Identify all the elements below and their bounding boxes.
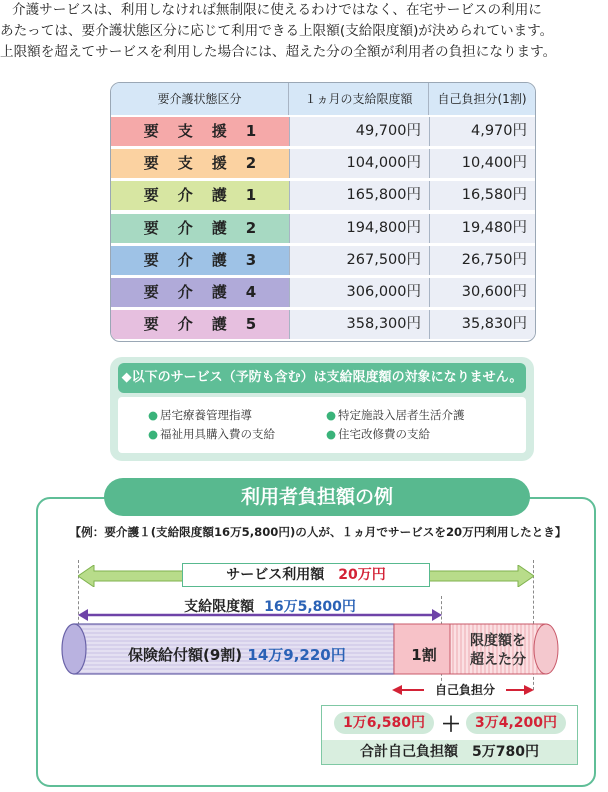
care-level-cell: 要介護2 bbox=[111, 214, 289, 243]
table-header-row bbox=[111, 83, 535, 115]
insurance-benefit-label: 保険給付額(9割) 14万9,220円 bbox=[128, 646, 346, 664]
table-row bbox=[111, 115, 535, 146]
limit-cell: 267,500円 bbox=[289, 246, 429, 275]
limit-cell: 194,800円 bbox=[289, 214, 429, 243]
list-item: ● 特定施設入居者生活介護 bbox=[326, 408, 465, 422]
header-limit: １ヵ月の支給限度額 bbox=[289, 83, 429, 115]
header-level: 要介護状態区分 bbox=[111, 83, 289, 115]
bullet-icon: ● bbox=[326, 408, 337, 422]
care-level-cell: 要介護5 bbox=[111, 310, 289, 339]
example-case: 【例：要介護１(支給限度額16万5,800円)の人が、１ヵ月でサービスを20万円利用したとき】 bbox=[69, 525, 567, 539]
list-item: ● 居宅療養管理指導 bbox=[148, 408, 253, 422]
copay-cell: 19,480円 bbox=[429, 214, 535, 243]
care-level-cell: 要介護3 bbox=[111, 246, 289, 275]
care-level-cell: 要支援1 bbox=[111, 117, 289, 146]
excess-amount: 3万4,200円 bbox=[466, 712, 566, 734]
bullet-icon: ● bbox=[148, 427, 159, 441]
limit-cell: 358,300円 bbox=[289, 310, 429, 339]
ten-percent-label: 1割 bbox=[411, 646, 437, 664]
example-title: 利用者負担額の例 bbox=[104, 478, 530, 516]
care-level-cell: 要介護4 bbox=[111, 278, 289, 307]
bullet-icon: ● bbox=[148, 408, 159, 422]
benefit-limit-table bbox=[110, 82, 536, 342]
copay-cell: 30,600円 bbox=[429, 278, 535, 307]
intro-line: あたっては、要介護状態区分に応じて利用できる上限額(支給限度額)が決められています。 bbox=[0, 23, 554, 39]
intro-paragraph bbox=[0, 0, 608, 63]
header-copay: 自己負担分(1割) bbox=[437, 92, 527, 106]
limit-cell: 165,800円 bbox=[289, 181, 429, 210]
copay-cell: 10,400円 bbox=[429, 149, 535, 178]
service-amount-label: サービス利用額 20万円 bbox=[182, 563, 430, 587]
table-row bbox=[111, 147, 535, 178]
limit-cell: 306,000円 bbox=[289, 278, 429, 307]
over-limit-label: 限度額を 超えた分 bbox=[470, 633, 526, 668]
list-item: ● 住宅改修費の支給 bbox=[326, 427, 431, 441]
total-self-pay: 合計自己負担額 5万780円 bbox=[322, 740, 577, 764]
excluded-services-notice bbox=[110, 357, 534, 461]
limit-amount-label: 支給限度額 16万5,800円 bbox=[184, 599, 356, 615]
copay-cell: 35,830円 bbox=[429, 310, 535, 339]
care-level-cell: 要介護1 bbox=[111, 181, 289, 210]
plus-sign: ＋ bbox=[441, 712, 461, 736]
table-row bbox=[111, 308, 535, 339]
intro-line: 介護サービスは、利用しなければ無制限に使えるわけではなく、在宅サービスの利用に bbox=[12, 2, 542, 18]
table-row bbox=[111, 276, 535, 307]
self-pay-label: 自己負担分 bbox=[424, 681, 506, 698]
limit-cell: 49,700円 bbox=[289, 117, 429, 146]
intro-line: 上限額を超えてサービスを利用した場合には、超えた分の全額が利用者の負担になります。 bbox=[0, 44, 557, 60]
table-row bbox=[111, 244, 535, 275]
table-row bbox=[111, 179, 535, 210]
copay-cell: 4,970円 bbox=[429, 117, 535, 146]
copay-cell: 16,580円 bbox=[429, 181, 535, 210]
table-row bbox=[111, 212, 535, 243]
notice-title: ◆以下のサービス（予防も含む）は支給限度額の対象になりません。 bbox=[118, 363, 526, 393]
care-level-cell: 要支援2 bbox=[111, 149, 289, 178]
limit-cell: 104,000円 bbox=[289, 149, 429, 178]
copay-cell: 26,750円 bbox=[429, 246, 535, 275]
copay-amount: 1万6,580円 bbox=[334, 712, 434, 734]
list-item: ● 福祉用具購入費の支給 bbox=[148, 427, 276, 441]
bullet-icon: ● bbox=[326, 427, 337, 441]
notice-list bbox=[118, 397, 526, 453]
